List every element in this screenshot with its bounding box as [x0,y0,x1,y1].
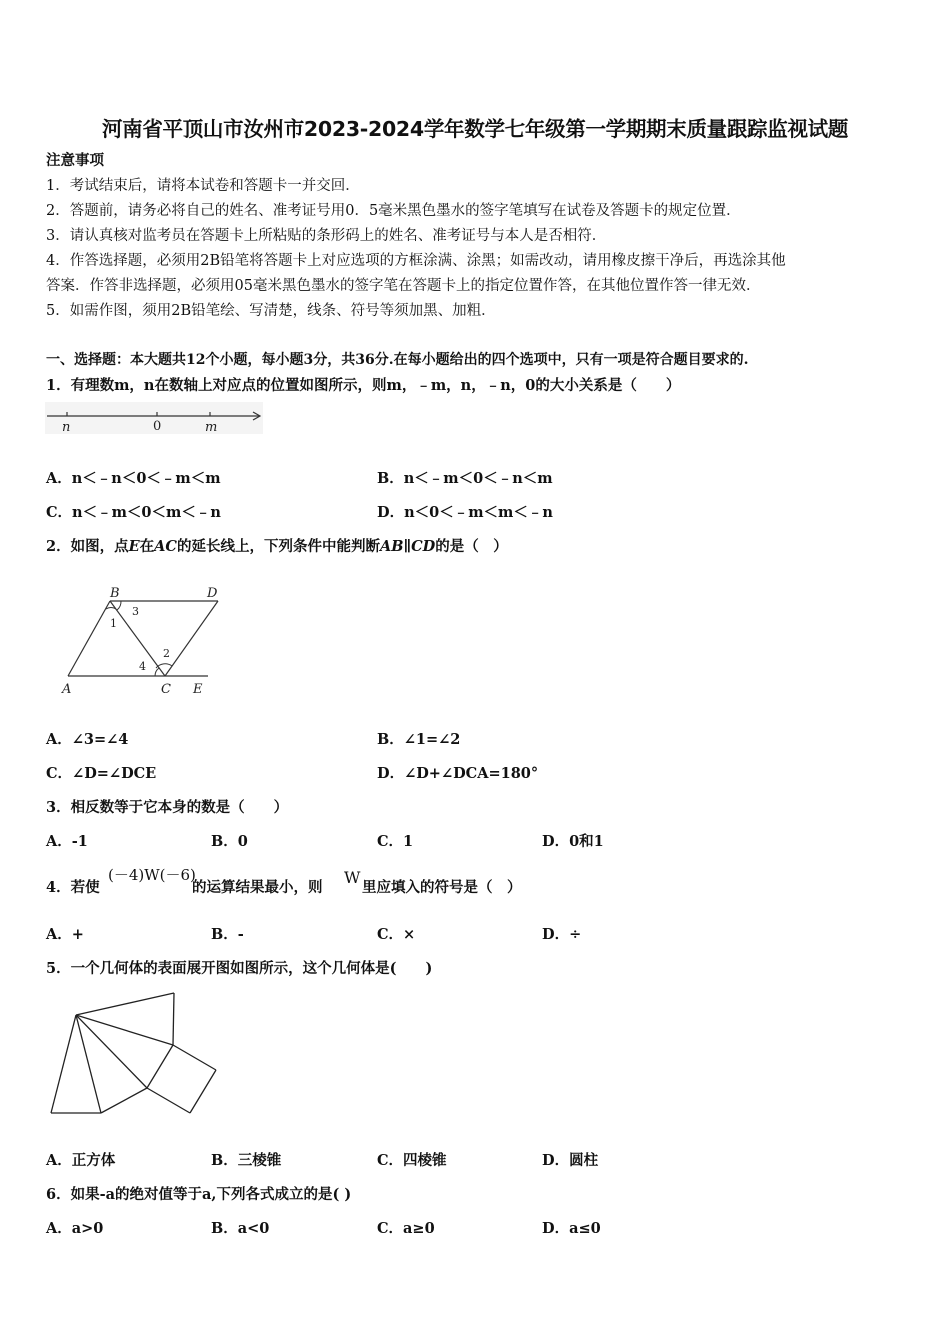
q4-option-a[interactable]: A．+ [46,926,84,943]
q4-stem-lead: 4．若使 [46,879,100,896]
q2-stem-segment-ac: AC [154,538,177,555]
q2-option-c[interactable]: C．∠D=∠DCE [46,765,157,782]
parallelogram-figure [58,582,228,700]
q4-expression: (－4)W(－6) [108,866,196,884]
q6-option-a[interactable]: A．a>0 [46,1220,104,1237]
q3-option-c[interactable]: C．1 [377,833,414,850]
q2-stem-part: 的是（ ） [435,538,508,555]
q5-option-c[interactable]: C．四棱锥 [377,1152,447,1169]
notice-item: 答案．作答非选择题，必须用05毫米黑色墨水的签字笔在答题卡上的指定位置作答，在其他位置作答一律无效． [46,278,761,294]
angle-label-1: 1 [110,617,117,630]
q1-option-c[interactable]: C．n＜﹣m＜0＜m＜﹣n [46,504,221,521]
notice-item: 4．作答选择题，必须用2B铅笔将答题卡上对应选项的方框涂满、涂黑；如需改动，请用橡皮擦干净后，再选涂其他 [46,253,786,269]
q2-stem-point-e: E [128,538,140,555]
q5-option-a[interactable]: A．正方体 [46,1152,116,1169]
net-edge [147,1045,173,1088]
segment-dc [165,601,218,676]
net-edge [147,1088,190,1113]
q2-stem-parallel: AB∥CD [379,538,436,555]
q1-stem: 1．有理数m，n在数轴上对应点的位置如图所示，则m，﹣m，n，﹣n，0的大小关系是（ ） [46,377,681,394]
axis-label-zero: 0 [153,419,162,434]
q4-stem-tail: 里应填入的符号是（ ） [362,879,522,896]
q2-option-d[interactable]: D．∠D+∠DCA=180° [377,765,539,782]
q2-stem-part: 的延长线上，下列条件中能判断 [176,538,380,555]
q4-stem-middle: 的运算结果最小，则 [192,879,323,896]
q1-option-a[interactable]: A．n＜﹣n＜0＜﹣m＜m [46,470,221,487]
q2-stem-part: 在 [139,538,155,555]
notice-item: 1．考试结束后，请将本试卷和答题卡一并交回． [46,178,360,194]
angle-label-3: 3 [132,605,139,618]
point-label-c: C [161,682,171,697]
number-line-figure [45,402,265,438]
q3-stem: 3．相反数等于它本身的数是（ ） [46,799,289,816]
point-label-b: B [110,586,120,601]
net-edge [76,1015,101,1113]
q3-option-d[interactable]: D．0和1 [542,833,604,850]
net-edge [190,1070,216,1113]
q3-option-a[interactable]: A．-1 [46,833,88,850]
q6-stem: 6．如果-a的绝对值等于a,下列各式成立的是( ) [46,1186,352,1203]
net-edge [173,993,174,1045]
q4-option-c[interactable]: C．× [377,926,416,943]
net-edge [76,993,174,1015]
q2-stem-part: 2．如图，点 [46,538,129,555]
q4-option-d[interactable]: D．÷ [542,926,582,943]
notice-heading: 注意事项 [46,152,104,169]
q1-option-b[interactable]: B．n＜﹣m＜0＜﹣n＜m [377,470,553,487]
q6-option-b[interactable]: B．a<0 [211,1220,270,1237]
q2-stem [46,537,508,557]
page-title: 河南省平顶山市汝州市2023-2024学年数学七年级第一学期期末质量跟踪监视试题 [101,117,849,141]
point-label-e: E [193,682,203,697]
q2-option-b[interactable]: B．∠1=∠2 [377,731,461,748]
q5-option-b[interactable]: B．三棱锥 [211,1152,282,1169]
point-label-a: A [62,682,72,697]
point-label-d: D [207,586,218,601]
notice-item: 3．请认真核对监考员在答题卡上所粘贴的条形码上的姓名、准考证号与本人是否相符． [46,228,607,244]
net-edge [173,1045,216,1070]
q4-w-symbol: W [344,868,361,887]
q5-stem: 5．一个几何体的表面展开图如图所示，这个几何体是( ) [46,960,433,977]
angle-arc-1 [106,607,116,609]
angle-arc-3 [117,601,121,610]
q1-option-d[interactable]: D．n＜0＜﹣m＜m＜﹣n [377,504,553,521]
net-edge [101,1088,147,1113]
q4-option-b[interactable]: B．- [211,926,244,943]
axis-label-m: m [205,420,218,435]
angle-label-4: 4 [139,660,146,673]
angle-arc-4 [155,668,159,676]
pyramid-net-figure [48,990,220,1118]
angle-label-2: 2 [163,647,170,660]
q6-option-d[interactable]: D．a≤0 [542,1220,601,1237]
notice-item: 5．如需作图，须用2B铅笔绘、写清楚，线条、符号等须加黑、加粗． [46,303,496,319]
section-heading: 一、选择题：本大题共12个小题，每小题3分，共36分.在每小题给出的四个选项中，只有一项是符合题目要求的. [46,352,749,368]
q3-option-b[interactable]: B．0 [211,833,248,850]
q5-option-d[interactable]: D．圆柱 [542,1152,599,1169]
q2-option-a[interactable]: A．∠3=∠4 [46,731,129,748]
q6-option-c[interactable]: C．a≥0 [377,1220,435,1237]
net-edge [51,1015,76,1113]
axis-label-n: n [62,420,71,435]
notice-item: 2．答题前，请务必将自己的姓名、准考证号用0．5毫米黑色墨水的签字笔填写在试卷及答题卡的规定位置． [46,203,741,219]
segment-ab [68,601,110,676]
